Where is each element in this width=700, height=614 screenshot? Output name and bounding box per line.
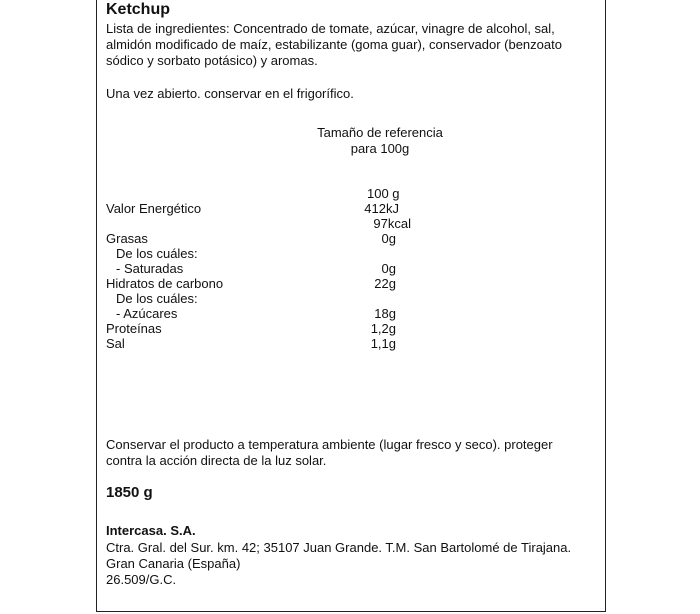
storage-after-opening: Una vez abierto. conservar en el frigorífico. (106, 86, 354, 101)
nutrient-value: 18g (374, 306, 396, 321)
ingredients-line: almidón modificado de maíz, estabilizante (goma guar), conservador (benzoato (106, 37, 562, 52)
energy-kj-value: 412kJ (364, 201, 399, 216)
nutrient-label: - Azúcares (116, 306, 178, 321)
net-weight: 1850 g (106, 484, 153, 501)
storage-line: contra la acción directa de la luz solar. (106, 453, 327, 468)
energy-label: Valor Energético (106, 201, 202, 216)
nutrient-label: De los cuáles: (116, 246, 198, 261)
nutrient-label: Sal (106, 336, 125, 351)
nutrient-label: Proteínas (106, 321, 162, 336)
nutrient-label: - Saturadas (116, 261, 184, 276)
storage-line: Conservar el producto a temperatura ambiente (lugar fresco y seco). proteger (106, 437, 553, 452)
nutrient-value: 1,1g (370, 336, 396, 351)
company-address-line-2: Gran Canaria (España) (106, 556, 241, 571)
product-title: Ketchup (106, 1, 170, 18)
nutrient-value: 0g (381, 261, 396, 276)
reference-line-1: Tamaño de referencia (317, 125, 443, 140)
reference-line-2: para 100g (350, 141, 410, 156)
nutrient-value: 1,2g (370, 321, 396, 336)
nutrient-value: 22g (374, 276, 396, 291)
nutrient-label: De los cuáles: (116, 291, 198, 306)
nutrient-label: Grasas (106, 231, 148, 246)
ingredients-line: Lista de ingredientes: Concentrado de tomate, azúcar, vinagre de alcohol, sal, (106, 21, 555, 36)
company-address-line-1: Ctra. Gral. del Sur. km. 42; 35107 Juan Grande. T.M. San Bartolomé de Tirajana. (106, 540, 572, 555)
nutrient-label: Hidratos de carbono (106, 276, 224, 291)
ingredients-line: sódico y sorbato potásico) y aromas. (106, 53, 318, 68)
company-name: Intercasa. S.A. (106, 523, 196, 538)
nutrient-value: 0g (381, 231, 396, 246)
registry-number: 26.509/G.C. (106, 572, 177, 587)
energy-kcal-value: 97kcal (373, 216, 411, 231)
ingredients-text (106, 21, 596, 69)
nutrition-column-header: 100 g (367, 186, 400, 201)
